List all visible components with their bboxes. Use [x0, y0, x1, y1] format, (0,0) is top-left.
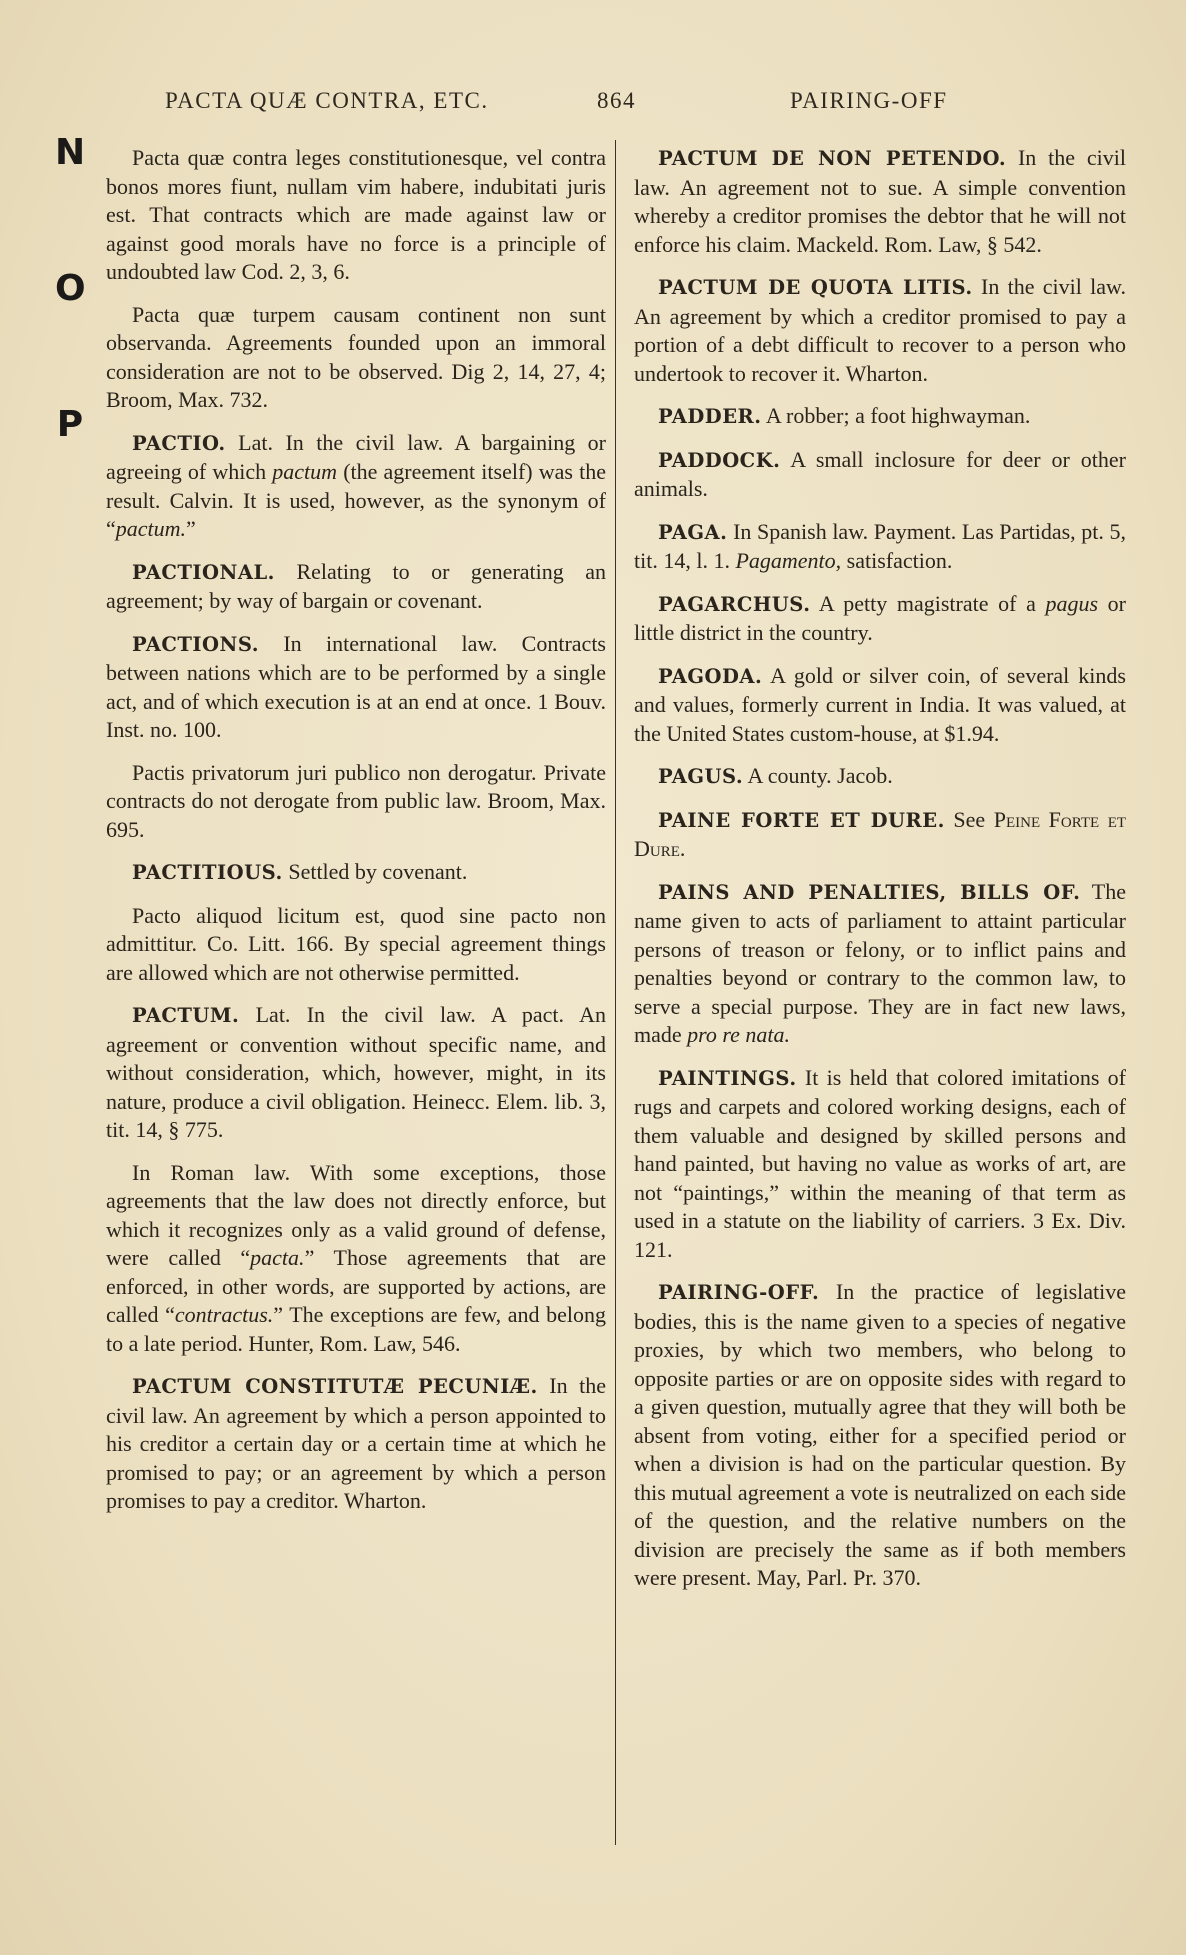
entry-definition-cont: satisfaction. [841, 548, 953, 573]
entry-definition: Relating to or generating an agreement; by way of bargain or covenant. [106, 558, 607, 613]
entry-headword: PACTIONS. [132, 632, 260, 656]
dictionary-entry [634, 878, 1126, 1050]
running-header [165, 88, 995, 122]
entry-definition: Pacta quæ contra leges constitutionesque, vel contra bonos mores fiunt, nullam vim habere, indubitati juris est. That contracts which are made against law or against good morals have no force is a principle of undoubted law Cod. 2, 3, 6. [106, 145, 606, 284]
entry-definition: Pacto aliquod licitum est, quod sine pacto non admittitur. Co. Litt. 166. By special agreement things are allowed which are not otherwise permitted. [106, 902, 606, 985]
dictionary-entry [634, 762, 1126, 792]
dictionary-entry [634, 1064, 1126, 1265]
entry-italic-term: pactum. [115, 516, 187, 541]
entry-definition: In the civil law. An agreement by which a person appointed to his creditor a certain day or a certain time at which he promised to pay; or an agreement by which a person promises to pay a creditor. Wharton. [106, 1373, 607, 1513]
entry-italic-term: contractus. [174, 1302, 274, 1327]
dictionary-entry [106, 1159, 606, 1359]
entry-definition: A robber; a foot highwayman. [765, 403, 1031, 428]
entry-italic-term: pactum [272, 459, 338, 484]
entry-headword: PACTUM DE QUOTA LITIS. [658, 276, 973, 299]
entry-definition: In international law. Contracts between nations which are to be performed by a single act, and of which execution is at an end at once. 1 Bouv. Inst. no. 100. [106, 630, 606, 742]
dictionary-entry [106, 759, 606, 845]
entry-headword: PAGODA. [658, 664, 763, 688]
entry-headword: PACTUM CONSTITUTÆ PECUNIÆ. [132, 1375, 538, 1398]
left-column [106, 144, 606, 1530]
entry-definition: Lat. In the civil law. A pact. An agreement or convention without specific name, and without consideration, which, however, might, in its nature, produce a civil obligation. Heinecc. Elem. lib. 3, tit. 14, § 775. [106, 1002, 607, 1142]
entry-definition: In the civil law. An agreement not to sue. A simple convention whereby a creditor promises the debtor that he will not enforce his claim. Mackeld. Rom. Law, § 542. [634, 145, 1126, 257]
entry-definition: Pacta quæ turpem causam continent non sunt observanda. Agreements founded upon an immoral consideration are not to be observed. Dig 2, 14, 27, 4; Broom, Max. 732. [106, 301, 606, 412]
entry-headword: PADDOCK. [658, 448, 781, 472]
dictionary-entry [634, 273, 1126, 388]
entry-definition-cont: ” The exceptions are few, and belong to a late period. Hunter, Rom. Law, 546. [106, 1302, 606, 1356]
thumb-index-letter: N [55, 132, 86, 173]
entry-definition: In Spanish law. Payment. Las Partidas, pt. 5, tit. 14, l. 1. [634, 518, 1126, 573]
entry-italic-term: pacta. [250, 1245, 305, 1270]
entry-italic-term: Pagamento, [735, 548, 842, 573]
entry-definition: A petty magistrate of a [818, 590, 1046, 616]
dictionary-entry [106, 630, 606, 745]
dictionary-entry [106, 301, 606, 415]
entry-definition: Settled by covenant. [288, 859, 468, 884]
dictionary-entry [634, 806, 1126, 864]
dictionary-entry [634, 1278, 1126, 1593]
dictionary-entry [106, 858, 606, 888]
entry-definition: See [953, 806, 994, 832]
entry-definition: A county. Jacob. [747, 763, 893, 788]
entry-definition-cont: or little district in the country. [634, 590, 1126, 645]
dictionary-entry [634, 518, 1126, 576]
entry-headword: PAINE FORTE ET DURE. [658, 808, 945, 832]
column-divider [615, 140, 616, 1845]
entry-definition: In Roman law. With some exceptions, those agreements that the law does not directly enforce, but which it recognizes only as a valid ground of defense, were called “ [106, 1159, 606, 1270]
dictionary-entry [634, 590, 1126, 648]
right-column [634, 144, 1126, 1607]
thumb-index-letter: P [56, 404, 84, 445]
entry-headword: PAIRING-OFF. [658, 1281, 820, 1304]
entry-definition: In the practice of legislative bodies, this is the name given to a species of negative proxies, by which two members, who belong to opposite parties or are on opposite sides with regard to a given question, mutually agree that they will both be absent from voting, either for a specified period or when a division is had on the particular question. By this mutual agreement a vote is neutralized on each side of the question, and the relative numbers on the division are precisely the same as if both members were present. May, Parl. Pr. 370. [634, 1279, 1126, 1590]
entry-definition: The name given to acts of parliament to attaint particular persons of treason or felony, or to inflict pains and penalties beyond or contrary to the common law, to serve a special purpose. They are in fact new laws, made [634, 878, 1126, 1047]
dictionary-entry [634, 402, 1126, 432]
entry-headword: PACTITIOUS. [132, 861, 283, 884]
header-left-guide-word: PACTA QUÆ CONTRA, ETC. [165, 88, 489, 113]
entry-headword: PACTIONAL. [132, 560, 275, 584]
entry-headword: PAGARCHUS. [658, 592, 811, 616]
entry-definition: Pactis privatorum juri publico non derogatur. Private contracts do not derogate from public law. Broom, Max. 695. [106, 759, 606, 842]
entry-italic-term: pagus [1045, 590, 1099, 616]
entry-definition: Lat. In the civil law. A bargaining or agreeing of which [106, 429, 607, 484]
entry-definition: A gold or silver coin, of several kinds and values, formerly current in India. It was valued, at the United States custom-house, at $1.94. [634, 662, 1126, 746]
entry-headword: PAINTINGS. [658, 1066, 797, 1090]
dictionary-entry [106, 558, 606, 616]
entry-definition: It is held that colored imitations of rugs and carpets and colored working designs, each of them valuable and designed by skilled persons and hand painted, but having no value as works of art, are not “paintings,” within the meaning of that term as used in a statute on the liability of carriers. 3 Ex. Div. 121. [634, 1064, 1127, 1262]
entry-definition-cont: ” [186, 516, 196, 541]
page-number: 864 [597, 88, 636, 113]
entry-definition-cont: (the agreement itself) was the result. Calvin. It is used, however, as the synonym of “ [106, 459, 607, 541]
dictionary-entry [634, 446, 1126, 504]
entry-headword: PACTIO. [132, 431, 226, 455]
dictionary-entry [634, 144, 1126, 259]
entry-headword: PAINS AND PENALTIES, BILLS OF. [658, 880, 1081, 904]
dictionary-entry [634, 662, 1126, 749]
entry-definition: A small inclosure for deer or other animals. [634, 446, 1126, 501]
dictionary-entry [106, 1001, 606, 1145]
entry-definition: In the civil law. An agreement by which a creditor promised to pay a portion of a debt difficult to recover to a person who undertook to recover it. Wharton. [634, 274, 1127, 386]
entry-italic-term: pro re nata. [687, 1022, 791, 1047]
dictionary-entry [106, 1372, 606, 1516]
header-right-guide-word: PAIRING-OFF [790, 88, 948, 113]
dictionary-entry [106, 144, 606, 287]
entry-headword: PAGA. [658, 520, 728, 544]
thumb-index-letter: O [55, 268, 86, 309]
dictionary-entry [106, 902, 606, 988]
entry-headword: PAGUS. [658, 765, 744, 788]
entry-definition-cont: ” Those agreements that are enforced, in other words, are supported by actions, are called “ [106, 1245, 606, 1327]
entry-headword: PADDER. [658, 405, 762, 428]
entry-headword: PACTUM. [132, 1004, 240, 1027]
entry-headword: PACTUM DE NON PETENDO. [658, 147, 1007, 170]
dictionary-entry [106, 429, 606, 544]
entry-cross-reference: Peine Forte et Dure. [634, 806, 1127, 861]
